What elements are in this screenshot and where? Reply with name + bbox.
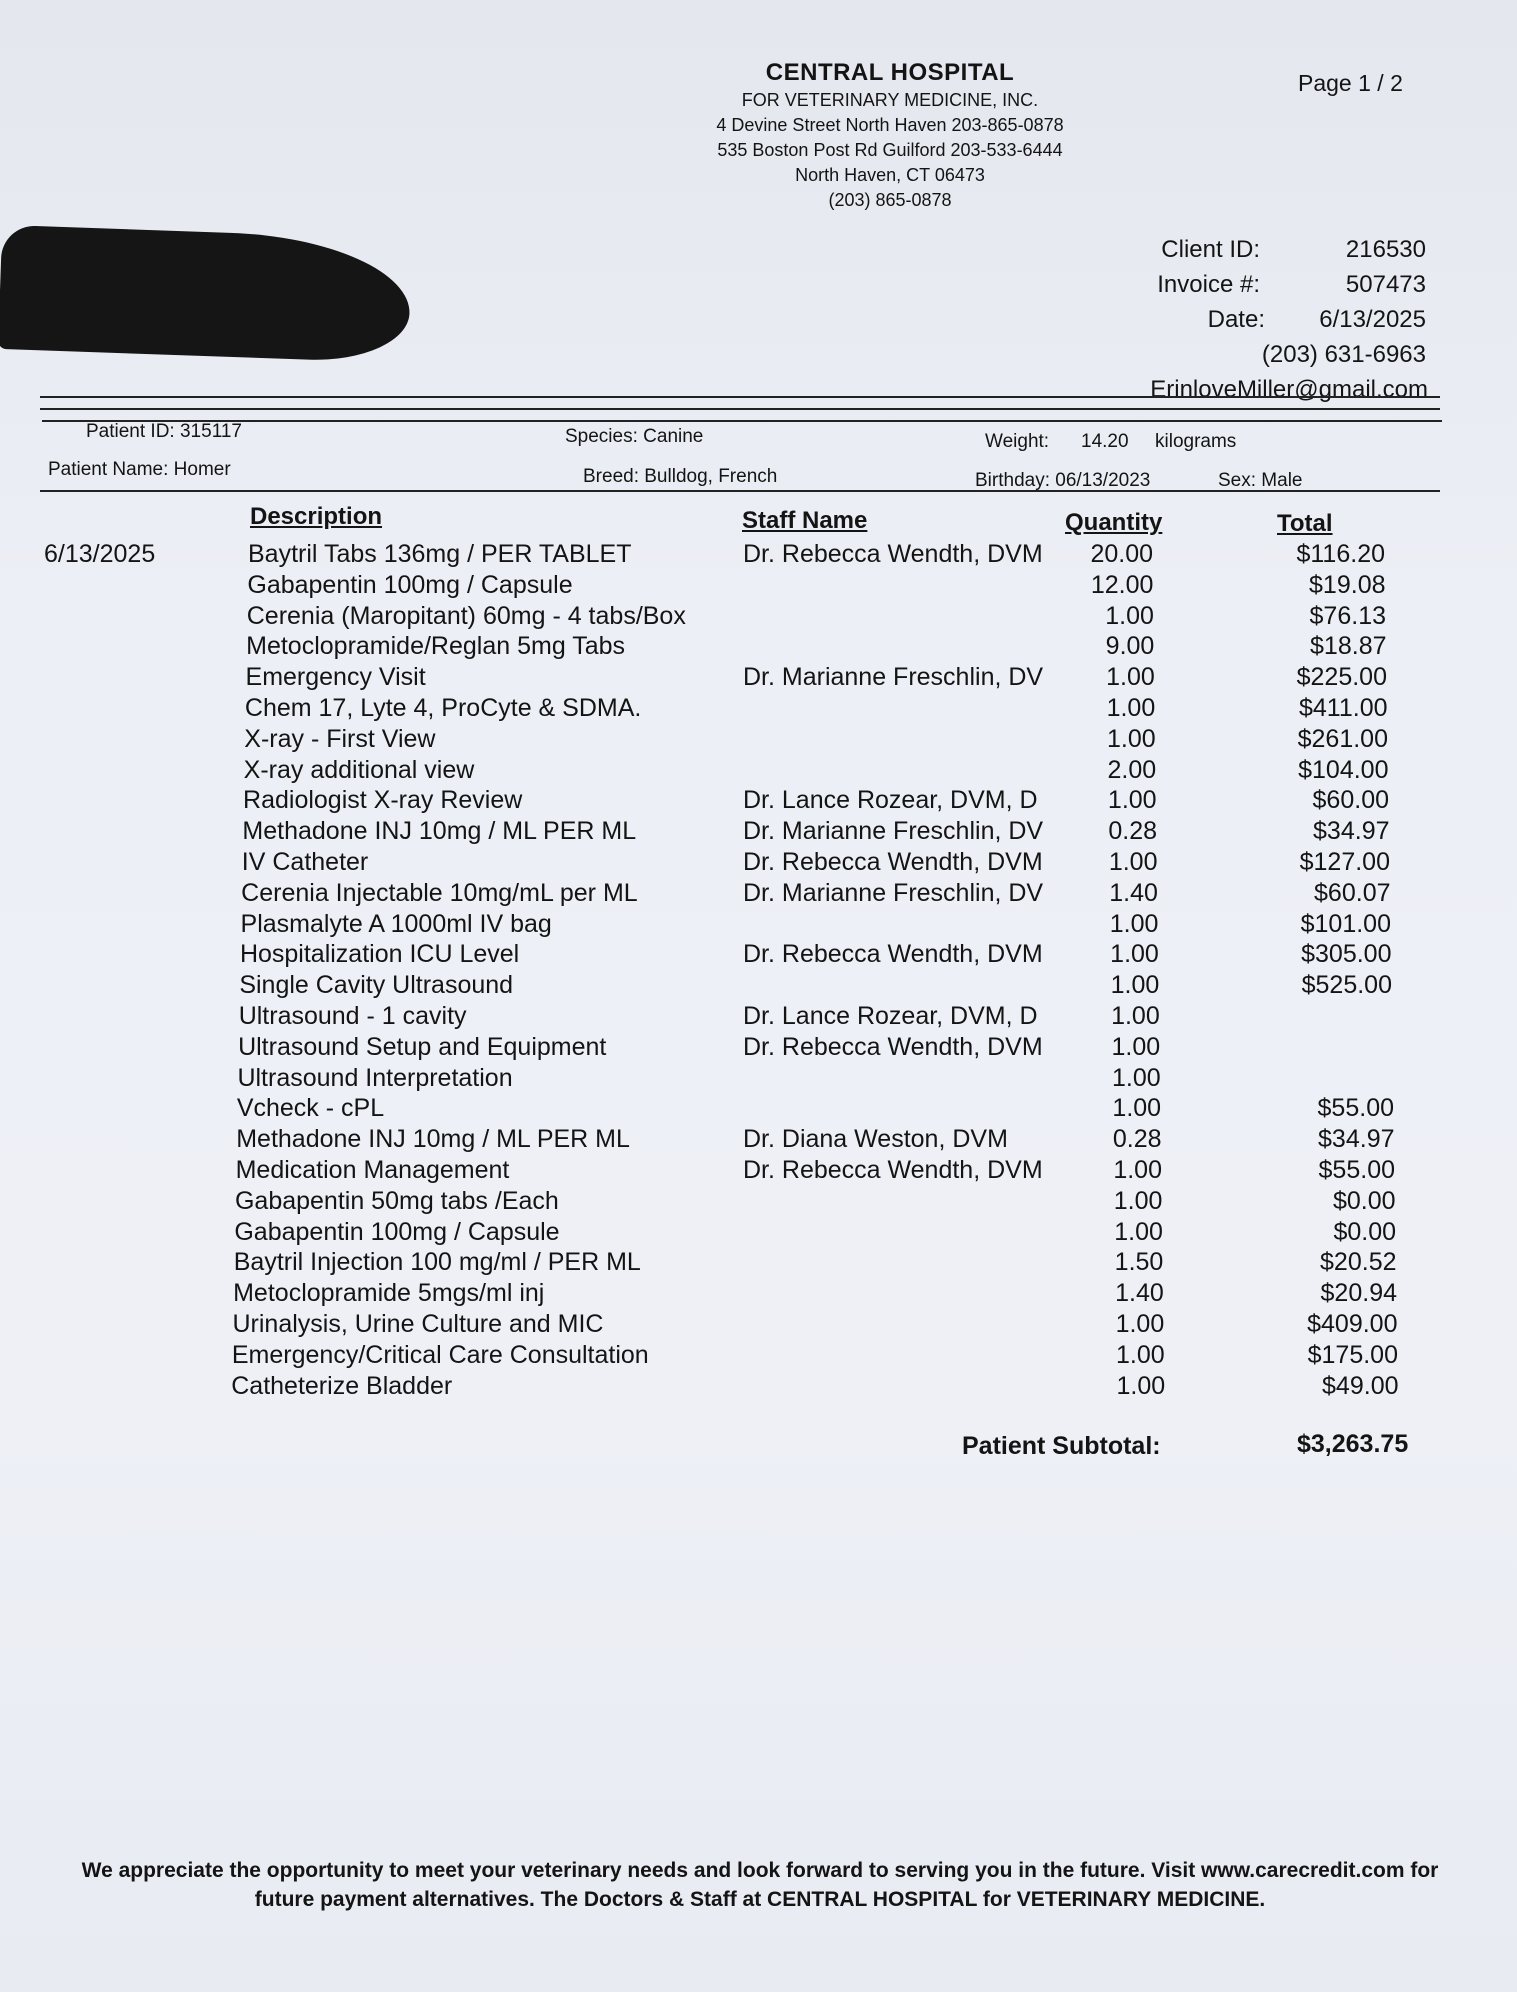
patient-breed: Breed: Bulldog, French bbox=[583, 466, 778, 487]
hospital-address-2: 535 Boston Post Rd Guilford 203-533-6444 bbox=[717, 140, 1063, 160]
row-quantity: 1.00 bbox=[1111, 1001, 1160, 1030]
row-staff: Dr. Rebecca Wendth, DVM bbox=[743, 847, 1043, 876]
row-description: Cerenia Injectable 10mg/mL per ML bbox=[241, 878, 638, 907]
row-date: 6/13/2025 bbox=[44, 540, 156, 568]
row-description: Emergency/Critical Care Consultation bbox=[231, 1340, 649, 1369]
row-total: $19.08 bbox=[1309, 570, 1386, 599]
table-row bbox=[0, 570, 1517, 601]
row-quantity: 2.00 bbox=[1107, 755, 1157, 784]
row-quantity: 1.00 bbox=[1107, 724, 1156, 753]
row-description: Gabapentin 100mg / Capsule bbox=[234, 1217, 560, 1246]
footer-message bbox=[20, 1856, 1500, 1914]
row-total: $411.00 bbox=[1298, 693, 1388, 722]
table-row bbox=[0, 970, 1517, 1001]
patient-sex: Sex: Male bbox=[1218, 470, 1303, 491]
table-row bbox=[0, 662, 1517, 693]
date-value: 6/13/2025 bbox=[1319, 306, 1426, 333]
row-total: $261.00 bbox=[1297, 724, 1388, 753]
table-row bbox=[0, 816, 1517, 847]
invoice-label: Invoice #: bbox=[1157, 271, 1260, 298]
table-row bbox=[0, 631, 1517, 662]
table-row bbox=[0, 878, 1517, 909]
hospital-address-1: 4 Devine Street North Haven 203-865-0878 bbox=[716, 115, 1064, 135]
row-staff: Dr. Marianne Freschlin, DV bbox=[743, 878, 1043, 907]
row-total: $55.00 bbox=[1317, 1094, 1394, 1123]
row-total: $104.00 bbox=[1298, 755, 1389, 784]
row-description: X-ray additional view bbox=[243, 755, 475, 784]
row-total: $34.97 bbox=[1318, 1125, 1395, 1154]
row-quantity: 1.00 bbox=[1108, 847, 1158, 876]
row-quantity: 1.00 bbox=[1111, 1032, 1161, 1061]
row-description: Ultrasound Interpretation bbox=[237, 1063, 513, 1092]
row-quantity: 1.40 bbox=[1115, 1279, 1164, 1308]
patient-rule bbox=[40, 490, 1440, 492]
footer-line-2: future payment alternatives. The Doctors & Staff at CENTRAL HOSPITAL for VETERINARY MEDICINE. bbox=[254, 1888, 1266, 1911]
row-quantity: 20.00 bbox=[1090, 540, 1153, 568]
hospital-name: CENTRAL HOSPITAL bbox=[765, 59, 1015, 86]
row-staff: Dr. Rebecca Wendth, DVM bbox=[743, 540, 1043, 568]
row-description: Urinalysis, Urine Culture and MIC bbox=[232, 1309, 604, 1338]
page-number: Page 1 / 2 bbox=[1298, 70, 1403, 96]
row-quantity: 0.28 bbox=[1112, 1125, 1162, 1154]
row-quantity: 1.00 bbox=[1115, 1309, 1165, 1338]
table-row bbox=[0, 601, 1517, 632]
hospital-phone: (203) 865-0878 bbox=[828, 190, 952, 210]
table-row bbox=[0, 539, 1517, 570]
table-row bbox=[0, 847, 1517, 878]
client-phone: (203) 631-6963 bbox=[1261, 341, 1426, 368]
row-quantity: 1.00 bbox=[1110, 940, 1159, 969]
table-row bbox=[0, 755, 1517, 786]
footer-line-1: We appreciate the opportunity to meet your veterinary needs and look forward to serving you in the future. Visit www.carecredit.com for bbox=[81, 1859, 1439, 1882]
client-id-label: Client ID: bbox=[1161, 236, 1260, 263]
row-total: $34.97 bbox=[1313, 817, 1390, 846]
row-description: Radiologist X-ray Review bbox=[243, 786, 523, 815]
row-quantity: 1.00 bbox=[1106, 693, 1156, 722]
row-quantity: 1.40 bbox=[1109, 878, 1158, 907]
row-staff: Dr. Rebecca Wendth, DVM bbox=[743, 1032, 1043, 1061]
row-description: Methadone INJ 10mg / ML PER ML bbox=[242, 817, 637, 846]
table-row bbox=[0, 1001, 1517, 1032]
row-total: $49.00 bbox=[1322, 1371, 1399, 1400]
hospital-subtitle: FOR VETERINARY MEDICINE, INC. bbox=[741, 90, 1039, 110]
table-row bbox=[0, 1340, 1517, 1371]
row-description: Baytril Injection 100 mg/ml / PER ML bbox=[233, 1248, 641, 1277]
line-items bbox=[0, 539, 1517, 1401]
date-label: Date: bbox=[1207, 306, 1265, 333]
row-quantity: 1.00 bbox=[1106, 663, 1155, 692]
redacted-client-name bbox=[0, 225, 412, 363]
table-row bbox=[0, 1032, 1517, 1063]
header-rule-third bbox=[42, 420, 1442, 422]
row-description: Baytril Tabs 136mg / PER TABLET bbox=[248, 540, 632, 568]
row-description: Gabapentin 50mg tabs /Each bbox=[234, 1186, 559, 1215]
table-row bbox=[0, 1063, 1517, 1094]
header-rule-top bbox=[40, 396, 1440, 398]
col-header-total: Total bbox=[1277, 510, 1333, 537]
row-total: $60.07 bbox=[1314, 878, 1391, 907]
row-staff: Dr. Marianne Freschlin, DV bbox=[743, 817, 1043, 846]
row-description: Single Cavity Ultrasound bbox=[239, 971, 514, 1000]
table-row bbox=[0, 1155, 1517, 1186]
patient-birthday: Birthday: 06/13/2023 bbox=[975, 470, 1151, 491]
row-total: $409.00 bbox=[1307, 1309, 1398, 1338]
row-total: $60.00 bbox=[1312, 786, 1389, 815]
patient-id: Patient ID: 315117 bbox=[86, 421, 242, 442]
row-total: $225.00 bbox=[1296, 663, 1387, 692]
invoice-value: 507473 bbox=[1345, 271, 1426, 298]
row-total: $20.52 bbox=[1320, 1248, 1397, 1277]
row-description: Vcheck - cPL bbox=[236, 1094, 385, 1123]
patient-weight-label: Weight: bbox=[985, 431, 1050, 452]
row-total: $18.87 bbox=[1310, 632, 1387, 661]
row-total: $76.13 bbox=[1309, 601, 1386, 630]
header-rule-second bbox=[40, 408, 1440, 410]
row-total: $127.00 bbox=[1299, 847, 1390, 876]
table-row bbox=[0, 1247, 1517, 1278]
row-total: $305.00 bbox=[1301, 940, 1392, 969]
col-header-description: Description bbox=[250, 503, 383, 530]
subtotal-value: $3,263.75 bbox=[1297, 1430, 1409, 1458]
row-total: $175.00 bbox=[1307, 1340, 1398, 1369]
table-row bbox=[0, 1217, 1517, 1248]
row-total: $0.00 bbox=[1332, 1186, 1396, 1215]
table-row bbox=[0, 939, 1517, 970]
row-quantity: 1.00 bbox=[1111, 1063, 1161, 1092]
table-row bbox=[0, 724, 1517, 755]
row-staff: Dr. Lance Rozear, DVM, D bbox=[743, 1001, 1038, 1030]
row-description: Metoclopramide 5mgs/ml inj bbox=[233, 1279, 545, 1308]
row-description: Cerenia (Maropitant) 60mg - 4 tabs/Box bbox=[246, 601, 686, 630]
row-quantity: 9.00 bbox=[1105, 632, 1155, 661]
row-description: Gabapentin 100mg / Capsule bbox=[247, 570, 573, 599]
row-description: Chem 17, Lyte 4, ProCyte & SDMA. bbox=[244, 693, 642, 722]
row-total: $101.00 bbox=[1300, 909, 1391, 938]
row-quantity: 1.00 bbox=[1113, 1155, 1162, 1184]
row-quantity: 0.28 bbox=[1108, 817, 1158, 846]
patient-weight-unit: kilograms bbox=[1155, 431, 1237, 452]
row-total: $525.00 bbox=[1301, 971, 1392, 1000]
row-description: Ultrasound - 1 cavity bbox=[238, 1001, 467, 1030]
row-description: Metoclopramide/Reglan 5mg Tabs bbox=[246, 632, 626, 661]
client-info bbox=[1100, 236, 1430, 411]
client-id-value: 216530 bbox=[1345, 236, 1426, 263]
row-description: X-ray - First View bbox=[244, 724, 436, 753]
row-staff: Dr. Lance Rozear, DVM, D bbox=[743, 786, 1038, 815]
table-row bbox=[0, 1371, 1517, 1402]
row-quantity: 1.00 bbox=[1116, 1340, 1165, 1369]
row-quantity: 12.00 bbox=[1090, 570, 1154, 599]
row-quantity: 1.50 bbox=[1114, 1248, 1164, 1277]
row-quantity: 1.00 bbox=[1114, 1217, 1163, 1246]
row-staff: Dr. Marianne Freschlin, DV bbox=[743, 663, 1043, 692]
row-total: $116.20 bbox=[1296, 540, 1385, 568]
patient-weight-value: 14.20 bbox=[1081, 431, 1129, 452]
row-quantity: 1.00 bbox=[1116, 1371, 1166, 1400]
table-row bbox=[0, 1278, 1517, 1309]
row-quantity: 1.00 bbox=[1109, 909, 1159, 938]
subtotal-label: Patient Subtotal: bbox=[962, 1432, 1161, 1460]
hospital-header bbox=[640, 58, 1140, 213]
row-total: $55.00 bbox=[1318, 1155, 1395, 1184]
row-staff: Dr. Diana Weston, DVM bbox=[743, 1125, 1008, 1154]
row-description: Catheterize Bladder bbox=[231, 1371, 453, 1400]
row-quantity: 1.00 bbox=[1112, 1094, 1162, 1123]
row-total: $0.00 bbox=[1333, 1217, 1396, 1246]
hospital-city: North Haven, CT 06473 bbox=[795, 165, 985, 185]
row-description: Methadone INJ 10mg / ML PER ML bbox=[236, 1125, 630, 1154]
row-description: IV Catheter bbox=[241, 847, 369, 876]
table-row bbox=[0, 785, 1517, 816]
row-description: Ultrasound Setup and Equipment bbox=[238, 1032, 607, 1061]
row-description: Plasmalyte A 1000ml IV bag bbox=[240, 909, 552, 938]
table-row bbox=[0, 693, 1517, 724]
row-description: Emergency Visit bbox=[245, 663, 426, 692]
table-row bbox=[0, 1093, 1517, 1124]
row-quantity: 1.00 bbox=[1107, 786, 1157, 815]
row-staff: Dr. Rebecca Wendth, DVM bbox=[743, 940, 1043, 969]
row-description: Hospitalization ICU Level bbox=[239, 940, 520, 969]
table-row bbox=[0, 909, 1517, 940]
row-total: $20.94 bbox=[1320, 1279, 1397, 1308]
row-quantity: 1.00 bbox=[1105, 601, 1154, 630]
row-description: Medication Management bbox=[235, 1155, 510, 1184]
col-header-staff: Staff Name bbox=[742, 507, 868, 534]
col-header-quantity: Quantity bbox=[1065, 509, 1163, 536]
table-row bbox=[0, 1124, 1517, 1155]
table-row bbox=[0, 1186, 1517, 1217]
row-quantity: 1.00 bbox=[1113, 1186, 1163, 1215]
patient-name: Patient Name: Homer bbox=[48, 459, 231, 480]
table-row bbox=[0, 1309, 1517, 1340]
row-staff: Dr. Rebecca Wendth, DVM bbox=[743, 1155, 1043, 1184]
patient-species: Species: Canine bbox=[565, 426, 704, 447]
row-quantity: 1.00 bbox=[1110, 971, 1160, 1000]
client-email: ErinloveMiller@gmail.com bbox=[1150, 376, 1428, 403]
